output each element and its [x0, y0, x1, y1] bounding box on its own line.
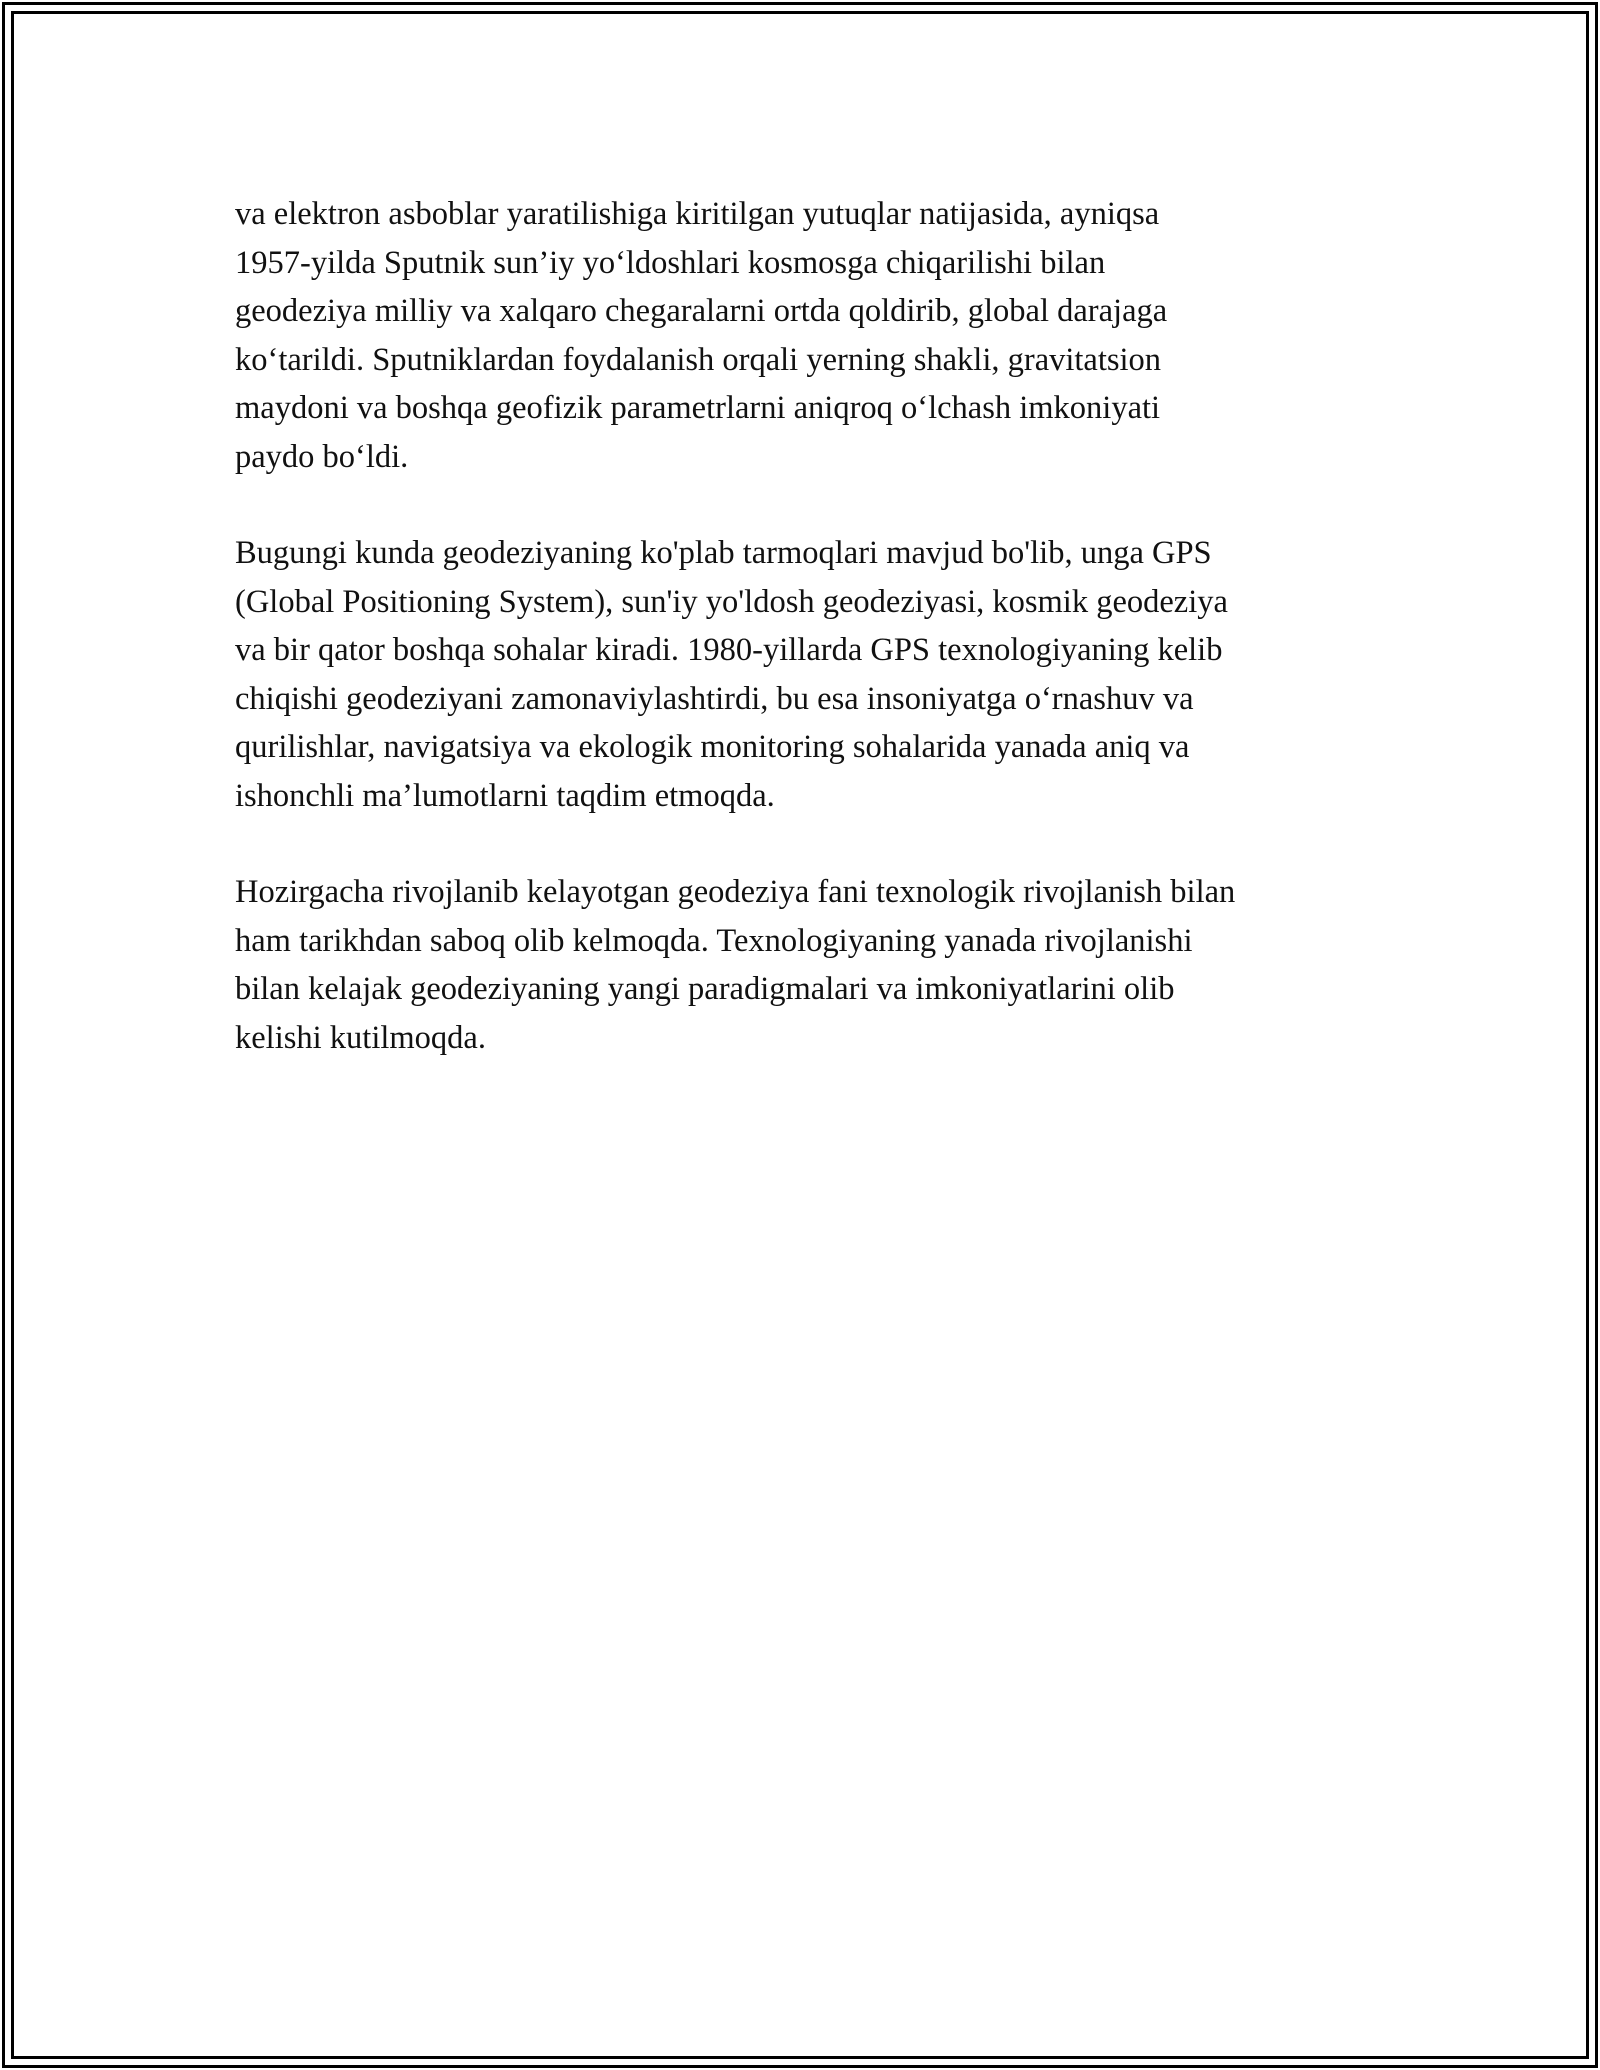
- paragraph-future: Hozirgacha rivojlanib kelayotgan geodeziya fani texnologik rivojlanish bilan ham tarikhdan saboq olib kelmoqda. Texnologiyaning yanada rivojlanishi bilan kelajak geodeziyaning yangi paradigmalari va imkoniyatlarini olib kelishi kutilmoqda.: [235, 874, 1236, 1056]
- paragraph-sputnik: va elektron asboblar yaratilishiga kiritilgan yutuqlar natijasida, ayniqsa 1957-yilda Sputnik sun’iy yo‘ldoshlari kosmosga chiqarilishi bilan geodeziya milliy va xalqaro chegaralarni ortda qoldirib, global darajaga ko‘tarildi. Sputniklardan foydalanish orqali yerning shakli, gravitatsion maydoni va boshqa geofizik parametrlarni aniqroq o‘lchash imkoniyati paydo bo‘ldi.: [235, 196, 1168, 475]
- document-body: [235, 190, 1370, 1110]
- paragraph-gps: Bugungi kunda geodeziyaning ko'plab tarmoqlari mavjud bo'lib, unga GPS (Global Positioning System), sun'iy yo'ldosh geodeziyasi, kosmik geodeziya va bir qator boshqa sohalar kiradi. 1980-yillarda GPS texnologiyaning kelib chiqishi geodeziyani zamonaviylashtirdi, bu esa insoniyatga o‘rnashuv va qurilishlar, navigatsiya va ekologik monitoring sohalarida yanada aniq va ishonchli ma’lumotlarni taqdim etmoqda.: [235, 535, 1228, 814]
